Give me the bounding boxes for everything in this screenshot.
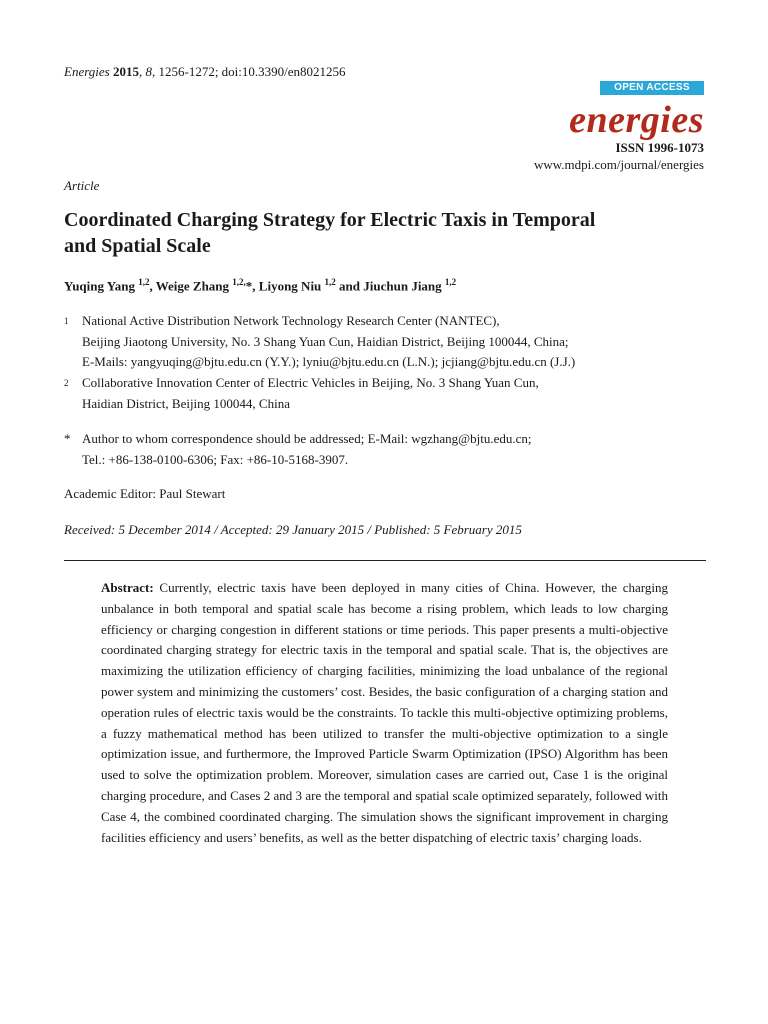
affiliation-mark: 1 [64,316,69,326]
article-type: Article [64,178,100,193]
author-affiliation: 1,2 [324,277,336,287]
affiliation-2 [64,373,714,414]
abstract-label: Abstract: [101,580,154,595]
citation-pages-doi: , 1256-1272; doi:10.3390/en8021256 [151,64,346,79]
affiliation-line: National Active Distribution Network Technology Research Center (NANTEC), [82,313,500,328]
open-access-badge: OPEN ACCESS [600,81,704,95]
section-divider [64,560,706,561]
citation-volume: 8 [145,64,152,79]
publication-dates: Received: 5 December 2014 / Accepted: 29 January 2015 / Published: 5 February 2015 [64,522,522,537]
journal-logo: energies [569,99,704,141]
correspondence-mark: * [64,431,71,446]
academic-editor: Academic Editor: Paul Stewart [64,486,226,501]
author-list [64,277,456,294]
affiliation-line: Haidian District, Beijing 100044, China [82,395,290,411]
author-affiliation: 1,2, [232,277,246,287]
author-separator: and [335,278,364,294]
citation-line: Energies 2015, 8, 1256-1272; doi:10.3390/en8021256 [64,64,346,79]
correspondence-line: Tel.: +86-138-0100-6306; Fax: +86-10-5168-3907. [82,451,349,467]
affiliation-line: Beijing Jiaotong University, No. 3 Shang Yuan Cun, Haidian District, Beijing 100044, China; [82,333,569,349]
affiliation-line: E-Mails: yangyuqing@bjtu.edu.cn (Y.Y.); lyniu@bjtu.edu.cn (L.N.); jcjiang@bjtu.edu.cn (J.J.) [82,354,576,369]
affiliation-mark: 2 [64,378,69,388]
author-separator: *, [245,278,259,294]
affiliation-1 [64,311,714,373]
correspondence-line: Author to whom correspondence should be addressed; E-Mail: wgzhang@bjtu.edu.cn; [82,431,532,446]
journal-url[interactable]: www.mdpi.com/journal/energies [533,157,704,172]
issn: ISSN 1996-1073 [615,140,704,155]
abstract [101,578,668,848]
citation-journal: Energies [64,64,110,79]
author-affiliation: 1,2 [444,277,457,287]
author-name: Weige Zhang [155,278,230,294]
author-name: Jiuchun Jiang [363,278,442,294]
author-name: Liyong Niu [258,278,322,294]
author-separator: , [149,278,156,294]
paper-title [64,207,714,259]
author-affiliation: 1,2 [138,277,150,287]
abstract-text: Currently, electric taxis have been deployed in many cities of China. However, the charging unbalance in both temporal and spatial scale has become a rising problem, which leads to low charging efficiency or charging congestion in different stations or time periods. This paper presents a multi-objective coordinated charging strategy for electric taxis in the temporal and spatial scale. That is, the objectives are maximizing the utilization efficiency of charging facilities, minimizing the load unbalance of the regional power system and minimizing the customers’ cost. Besides, the basic configuration of a charging station and operation rules of electric taxis would be the constraints. To tackle this multi-objective optimizing problems, a fuzzy mathematical method has been utilized to transfer the multi-objective optimization to a single optimization issue, and furthermore, the Improved Particle Swarm Optimization (IPSO) Algorithm has been used to solve the optimization problem. Moreover, simulation cases are carried out, Case 1 is the original charging procedure, and Cases 2 and 3 are the temporal and spatial scale optimized separately, followed with Case 4, the combined coordinated charging. The simulation shows the significant improvement in charging facilities efficiency and users’ benefits, as well as the better dispatching of electric taxis’ charging loads. [101,580,668,845]
correspondence [64,429,714,470]
affiliation-line: Collaborative Innovation Center of Electric Vehicles in Beijing, No. 3 Shang Yuan Cun, [82,375,539,390]
title-line: and Spatial Scale [64,235,211,257]
author-name: Yuqing Yang [64,278,135,294]
title-line: Coordinated Charging Strategy for Electric Taxis in Temporal [64,209,596,231]
citation-year: 2015 [112,64,139,79]
